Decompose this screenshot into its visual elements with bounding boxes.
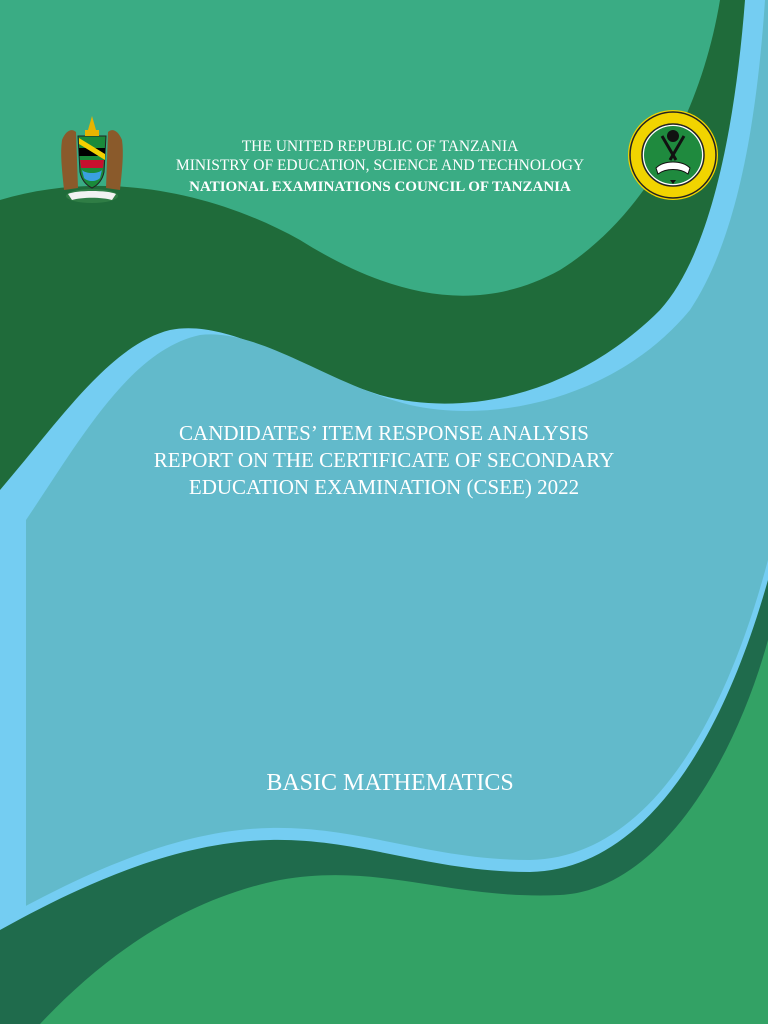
report-title-line-1: CANDIDATES’ ITEM RESPONSE ANALYSIS	[179, 421, 589, 445]
report-title-line-2: REPORT ON THE CERTIFICATE OF SECONDARY	[153, 448, 615, 472]
subject-title: BASIC MATHEMATICS	[266, 770, 514, 796]
ministry-name: MINISTRY OF EDUCATION, SCIENCE AND TECHNOLOGY	[175, 157, 585, 174]
republic-name: THE UNITED REPUBLIC OF TANZANIA	[241, 138, 519, 155]
council-name: NATIONAL EXAMINATIONS COUNCIL OF TANZANIA	[189, 179, 571, 195]
report-title	[84, 420, 684, 501]
report-title-line-3: EDUCATION EXAMINATION (CSEE) 2022	[188, 475, 580, 499]
